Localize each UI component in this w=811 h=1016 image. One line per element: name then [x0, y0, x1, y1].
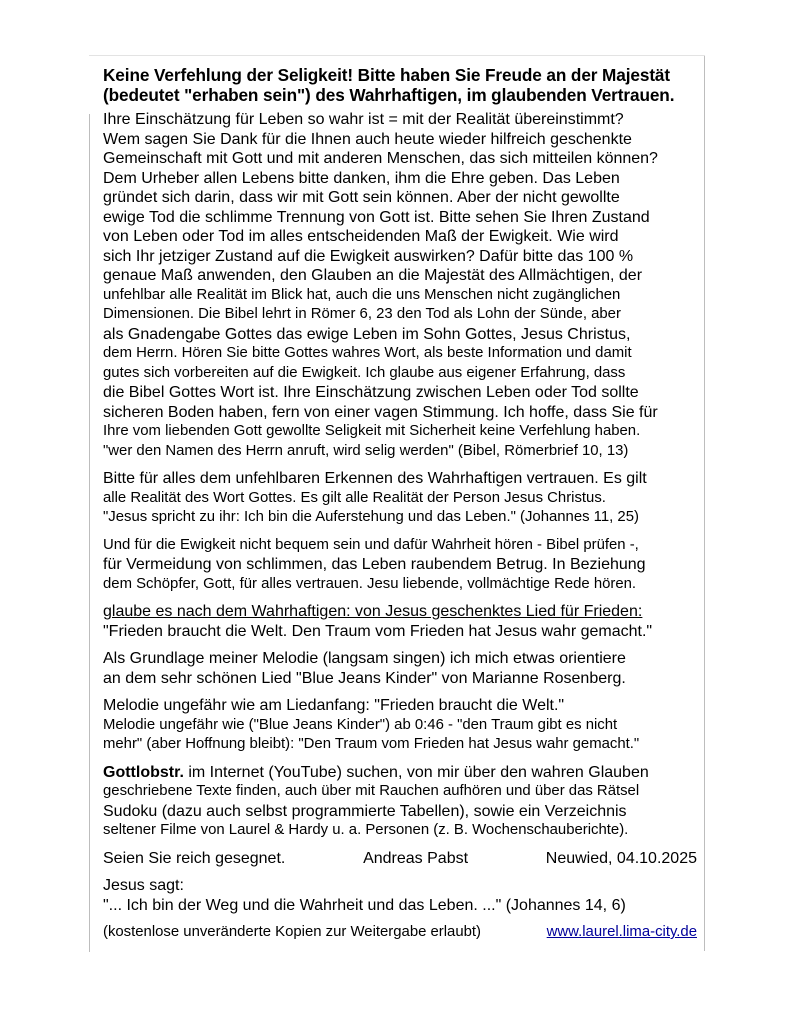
text-run: Gemeinschaft mit Gott und mit anderen Menschen, das sich mitteilen können?: [103, 150, 658, 167]
signature-line: [103, 849, 697, 869]
text-run: glaube es nach dem Wahrhaftigen: von Jesus geschenktes Lied für Frieden:: [103, 603, 643, 620]
paragraph-jesus-says: [103, 876, 697, 915]
text-run: Melodie ungefähr wie am Liedanfang: "Frieden braucht die Welt.": [103, 697, 565, 714]
text-line: [103, 696, 697, 716]
text-line: [103, 735, 697, 755]
text-line: [103, 188, 697, 208]
text-run: gutes sich vorbereiten auf die Ewigkeit. Ich glaube aus eigener Erfahrung, dass: [103, 364, 626, 381]
text-run: Als Grundlage meiner Melodie (langsam singen) ich mich etwas orientiere: [103, 650, 626, 667]
place-date: Neuwied, 04.10.2025: [545, 849, 697, 867]
text-boundary-right: [704, 56, 705, 951]
text-line: [103, 508, 697, 528]
text-line: [103, 169, 697, 189]
text-line: [103, 442, 697, 462]
paragraph-intro: [103, 110, 697, 461]
paragraph-trust: [103, 469, 697, 528]
text-line: [103, 325, 697, 345]
text-line: [103, 489, 697, 509]
text-line: [103, 575, 697, 595]
footer-line: [103, 923, 697, 943]
text-line: [103, 602, 697, 622]
text-line: [103, 403, 697, 423]
blessing-text: Seien Sie reich gesegnet.: [103, 849, 286, 867]
text-line: [103, 555, 697, 575]
text-run: an dem sehr schönen Lied "Blue Jeans Kinder" von Marianne Rosenberg.: [103, 669, 626, 687]
text-run: "wer den Namen des Herrn anruft, wird selig werden" (Bibel, Römerbrief 10, 13): [103, 442, 629, 459]
text-line: [103, 896, 697, 916]
text-line: [103, 305, 697, 325]
text-run: ewige Tod die schlimme Trennung von Gott ist. Bitte sehen Sie Ihren Zustand: [103, 208, 650, 226]
text-run: genaue Maß anwenden, den Glauben an die Majestät des Allmächtigen, der: [103, 267, 643, 284]
text-run: "Jesus spricht zu ihr: Ich bin die Auferstehung und das Leben." (Johannes 11, 25): [103, 509, 639, 525]
text-line: [103, 536, 697, 556]
text-run: dem Schöpfer, Gott, für alles vertrauen. Jesu liebende, vollmächtige Rede hören.: [103, 575, 637, 592]
document-heading: [103, 66, 697, 105]
text-run: Und für die Ewigkeit nicht bequem sein und dafür Wahrheit hören - Bibel prüfen -,: [103, 536, 639, 553]
text-line: [103, 716, 697, 736]
text-line: [103, 802, 697, 822]
text-run: für Vermeidung von schlimmen, das Leben raubendem Betrug. In Beziehung: [103, 556, 646, 573]
text-line: [103, 923, 697, 943]
text-line: [103, 383, 697, 403]
text-run: dem Herrn. Hören Sie bitte Gottes wahres Wort, als beste Information und damit: [103, 345, 632, 361]
text-line: [103, 782, 697, 802]
text-run: "Frieden braucht die Welt. Den Traum vom Frieden hat Jesus wahr gemacht.": [103, 622, 653, 640]
text-run: Jesus sagt:: [103, 877, 184, 894]
paragraph-song-title: [103, 602, 697, 641]
text-run: Ihre vom liebenden Gott gewollte Seligkeit mit Sicherheit keine Verfehlung haben.: [103, 423, 641, 439]
text-run: von Leben oder Tod im alles entscheidenden Maß der Ewigkeit. Wie wird: [103, 228, 619, 245]
text-line: [103, 247, 697, 267]
text-line: [103, 669, 697, 689]
paragraph-melody-basis: [103, 649, 697, 688]
heading-line-2: (bedeutet "erhaben sein") des Wahrhaftigen, im glaubenden Vertrauen.: [103, 84, 675, 105]
text-line: [103, 364, 697, 384]
text-run: gründet sich darin, dass wir mit Gott sein können. Aber der nicht gewollte: [103, 189, 620, 206]
text-run: "... Ich bin der Weg und die Wahrheit und das Leben. ..." (Johannes 14, 6): [103, 896, 626, 914]
text-boundary-left: [89, 114, 90, 952]
text-line: [103, 266, 697, 286]
text-boundary-top: [89, 55, 705, 56]
document-content: [103, 66, 697, 951]
text-line: [103, 821, 697, 841]
document-body: [103, 110, 697, 943]
text-run: seltener Filme von Laurel & Hardy u. a. Personen (z. B. Wochenschauberichte).: [103, 822, 629, 838]
paragraph-gottlobstr: [103, 763, 697, 841]
text-line: [103, 110, 697, 130]
text-run: sich Ihr jetziger Zustand auf die Ewigkeit auswirken? Dafür bitte das 100 %: [103, 247, 634, 265]
text-line: [103, 286, 697, 306]
text-run: alle Realität des Wort Gottes. Es gilt alle Realität der Person Jesus Christus.: [103, 489, 606, 506]
text-line: [103, 130, 697, 150]
author-name: Andreas Pabst: [363, 849, 469, 867]
text-run: Wem sagen Sie Dank für die Ihnen auch heute wieder hilfreich geschenkte: [103, 130, 632, 148]
text-run: Ihre Einschätzung für Leben so wahr ist = mit der Realität übereinstimmt?: [103, 111, 624, 128]
text-line: [103, 469, 697, 489]
text-run: Sudoku (dazu auch selbst programmierte Tabellen), sowie ein Verzeichnis: [103, 802, 627, 820]
text-run: mehr" (aber Hoffnung bleibt): "Den Traum vom Frieden hat Jesus wahr gemacht.": [103, 736, 640, 752]
text-run: als Gnadengabe Gottes das ewige Leben im Sohn Gottes, Jesus Christus,: [103, 325, 631, 343]
paragraph-truth: [103, 536, 697, 595]
text-line: [103, 849, 697, 869]
text-run: Bitte für alles dem unfehlbaren Erkennen des Wahrhaftigen vertrauen. Es gilt: [103, 470, 647, 487]
text-run: im Internet (YouTube) suchen, von mir über den wahren Glauben: [183, 763, 649, 781]
heading-line-1: Keine Verfehlung der Seligkeit! Bitte haben Sie Freude an der Majestät: [103, 65, 671, 85]
text-line: [103, 208, 697, 228]
text-line: [103, 344, 697, 364]
text-run: die Bibel Gottes Wort ist. Ihre Einschätzung zwischen Leben oder Tod sollte: [103, 384, 639, 401]
text-line: [103, 876, 697, 896]
text-line: [103, 149, 697, 169]
text-run: sicheren Boden haben, fern von einer vagen Stimmung. Ich hoffe, dass Sie für: [103, 403, 658, 421]
paragraph-melody-notes: [103, 696, 697, 755]
text-line: [103, 649, 697, 669]
text-run: geschriebene Texte finden, auch über mit Rauchen aufhören und über das Rätsel: [103, 783, 640, 799]
text-run: unfehlbar alle Realität im Blick hat, auch die uns Menschen nicht zugänglichen: [103, 286, 621, 303]
text-run: Dimensionen. Die Bibel lehrt in Römer 6, 23 den Tod als Lohn der Sünde, aber: [103, 306, 621, 322]
gottlobstr-keyword: Gottlobstr.: [103, 763, 184, 781]
text-line: [103, 422, 697, 442]
copy-permission-note: (kostenlose unveränderte Kopien zur Weitergabe erlaubt): [103, 924, 482, 940]
text-run: Dem Urheber allen Lebens bitte danken, ihm die Ehre geben. Das Leben: [103, 169, 620, 187]
text-line: [103, 227, 697, 247]
text-line: [103, 763, 697, 783]
website-link[interactable]: www.laurel.lima-city.de: [546, 924, 697, 940]
text-line: [103, 622, 697, 642]
text-run: Melodie ungefähr wie ("Blue Jeans Kinder") ab 0:46 - "den Traum gibt es nicht: [103, 716, 618, 733]
